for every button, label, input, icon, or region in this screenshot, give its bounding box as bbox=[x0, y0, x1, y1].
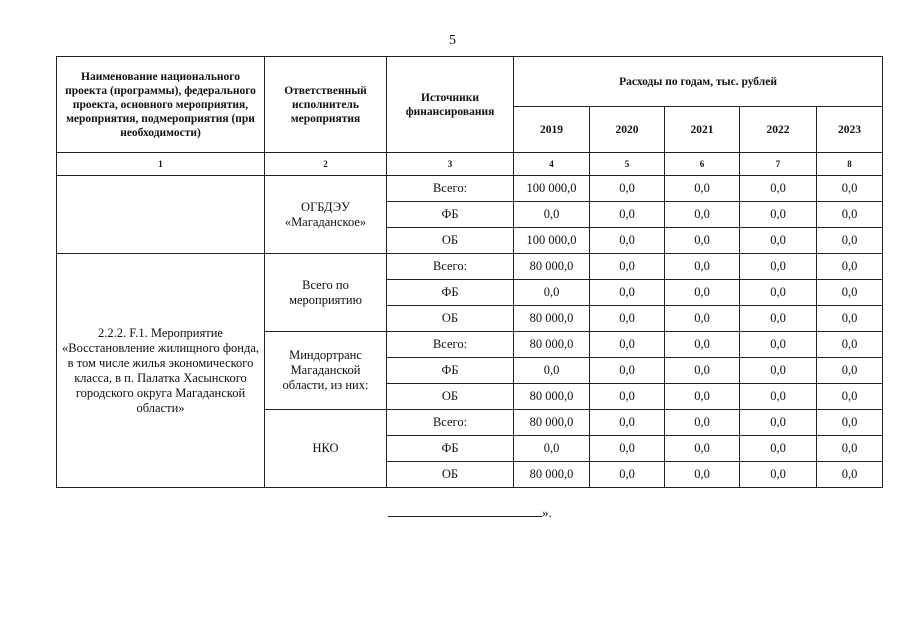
source-cell: Всего: bbox=[387, 176, 514, 202]
source-cell: ОБ bbox=[387, 462, 514, 488]
source-cell: ОБ bbox=[387, 306, 514, 332]
value-cell: 0,0 bbox=[514, 280, 590, 306]
value-cell: 0,0 bbox=[817, 280, 883, 306]
value-cell: 0,0 bbox=[817, 228, 883, 254]
source-cell: ФБ bbox=[387, 436, 514, 462]
value-cell: 0,0 bbox=[590, 306, 665, 332]
value-cell: 0,0 bbox=[817, 410, 883, 436]
value-cell: 0,0 bbox=[514, 202, 590, 228]
column-number: 1 bbox=[57, 153, 265, 176]
value-cell: 0,0 bbox=[740, 358, 817, 384]
column-number: 8 bbox=[817, 153, 883, 176]
value-cell: 80 000,0 bbox=[514, 384, 590, 410]
activity-name-cell: 2.2.2. F.1. Мероприятие «Восстановление жилищного фонда, в том числе жилья экономического класса, в п. Палатка Хасынского городского округа Магаданской области» bbox=[57, 254, 265, 488]
value-cell: 0,0 bbox=[665, 332, 740, 358]
value-cell: 0,0 bbox=[817, 176, 883, 202]
value-cell: 0,0 bbox=[590, 176, 665, 202]
column-number: 4 bbox=[514, 153, 590, 176]
value-cell: 0,0 bbox=[740, 202, 817, 228]
column-number: 6 bbox=[665, 153, 740, 176]
value-cell: 0,0 bbox=[590, 410, 665, 436]
header-sources: Источники финансирования bbox=[387, 57, 514, 153]
source-cell: ОБ bbox=[387, 228, 514, 254]
value-cell: 0,0 bbox=[665, 358, 740, 384]
value-cell: 0,0 bbox=[817, 358, 883, 384]
value-cell: 80 000,0 bbox=[514, 306, 590, 332]
value-cell: 0,0 bbox=[740, 280, 817, 306]
header-year: 2021 bbox=[665, 107, 740, 153]
value-cell: 0,0 bbox=[817, 306, 883, 332]
closing-line bbox=[388, 505, 552, 521]
header-year: 2020 bbox=[590, 107, 665, 153]
value-cell: 0,0 bbox=[817, 384, 883, 410]
column-number: 2 bbox=[265, 153, 387, 176]
value-cell: 0,0 bbox=[590, 254, 665, 280]
value-cell: 80 000,0 bbox=[514, 254, 590, 280]
source-cell: ФБ bbox=[387, 280, 514, 306]
value-cell: 0,0 bbox=[590, 202, 665, 228]
value-cell: 0,0 bbox=[740, 306, 817, 332]
value-cell: 0,0 bbox=[665, 254, 740, 280]
value-cell: 0,0 bbox=[740, 176, 817, 202]
value-cell: 0,0 bbox=[590, 384, 665, 410]
value-cell: 0,0 bbox=[740, 254, 817, 280]
value-cell: 0,0 bbox=[665, 384, 740, 410]
source-cell: ФБ bbox=[387, 358, 514, 384]
table-row bbox=[57, 176, 883, 202]
source-cell: ФБ bbox=[387, 202, 514, 228]
value-cell: 0,0 bbox=[665, 228, 740, 254]
value-cell: 0,0 bbox=[590, 358, 665, 384]
column-number: 3 bbox=[387, 153, 514, 176]
header-executor: Ответственный исполнитель мероприятия bbox=[265, 57, 387, 153]
source-cell: Всего: bbox=[387, 254, 514, 280]
value-cell: 80 000,0 bbox=[514, 462, 590, 488]
table-row bbox=[57, 254, 883, 280]
value-cell: 0,0 bbox=[740, 436, 817, 462]
column-number: 5 bbox=[590, 153, 665, 176]
header-name: Наименование национального проекта (программы), федерального проекта, основного мероприятия, мероприятия, подмероприятия (при необходимости) bbox=[57, 57, 265, 153]
value-cell: 0,0 bbox=[665, 306, 740, 332]
value-cell: 0,0 bbox=[665, 462, 740, 488]
executor-cell: НКО bbox=[265, 410, 387, 488]
financing-table bbox=[56, 56, 883, 488]
value-cell: 0,0 bbox=[665, 410, 740, 436]
value-cell: 0,0 bbox=[817, 332, 883, 358]
value-cell: 0,0 bbox=[665, 436, 740, 462]
executor-cell: ОГБДЭУ «Магаданское» bbox=[265, 176, 387, 254]
value-cell: 80 000,0 bbox=[514, 410, 590, 436]
column-number: 7 bbox=[740, 153, 817, 176]
value-cell: 0,0 bbox=[817, 202, 883, 228]
value-cell: 0,0 bbox=[740, 228, 817, 254]
signature-rule bbox=[388, 508, 542, 517]
value-cell: 0,0 bbox=[740, 410, 817, 436]
value-cell: 80 000,0 bbox=[514, 332, 590, 358]
header-expenses: Расходы по годам, тыс. рублей bbox=[514, 57, 883, 107]
value-cell: 0,0 bbox=[665, 280, 740, 306]
value-cell: 0,0 bbox=[590, 228, 665, 254]
value-cell: 0,0 bbox=[817, 462, 883, 488]
header-year: 2022 bbox=[740, 107, 817, 153]
activity-name-cell bbox=[57, 176, 265, 254]
value-cell: 0,0 bbox=[817, 254, 883, 280]
column-number-row bbox=[57, 153, 883, 176]
value-cell: 0,0 bbox=[740, 384, 817, 410]
source-cell: Всего: bbox=[387, 410, 514, 436]
value-cell: 0,0 bbox=[740, 462, 817, 488]
source-cell: ОБ bbox=[387, 384, 514, 410]
header-year: 2023 bbox=[817, 107, 883, 153]
value-cell: 100 000,0 bbox=[514, 176, 590, 202]
value-cell: 100 000,0 bbox=[514, 228, 590, 254]
value-cell: 0,0 bbox=[590, 280, 665, 306]
executor-cell: Миндортранс Магаданской области, из них: bbox=[265, 332, 387, 410]
value-cell: 0,0 bbox=[590, 332, 665, 358]
executor-cell: Всего по мероприятию bbox=[265, 254, 387, 332]
page-number: 5 bbox=[449, 33, 456, 48]
value-cell: 0,0 bbox=[514, 436, 590, 462]
value-cell: 0,0 bbox=[665, 202, 740, 228]
source-cell: Всего: bbox=[387, 332, 514, 358]
value-cell: 0,0 bbox=[590, 462, 665, 488]
header-year: 2019 bbox=[514, 107, 590, 153]
value-cell: 0,0 bbox=[665, 176, 740, 202]
closing-quote: ». bbox=[542, 505, 552, 520]
value-cell: 0,0 bbox=[740, 332, 817, 358]
value-cell: 0,0 bbox=[514, 358, 590, 384]
value-cell: 0,0 bbox=[817, 436, 883, 462]
value-cell: 0,0 bbox=[590, 436, 665, 462]
